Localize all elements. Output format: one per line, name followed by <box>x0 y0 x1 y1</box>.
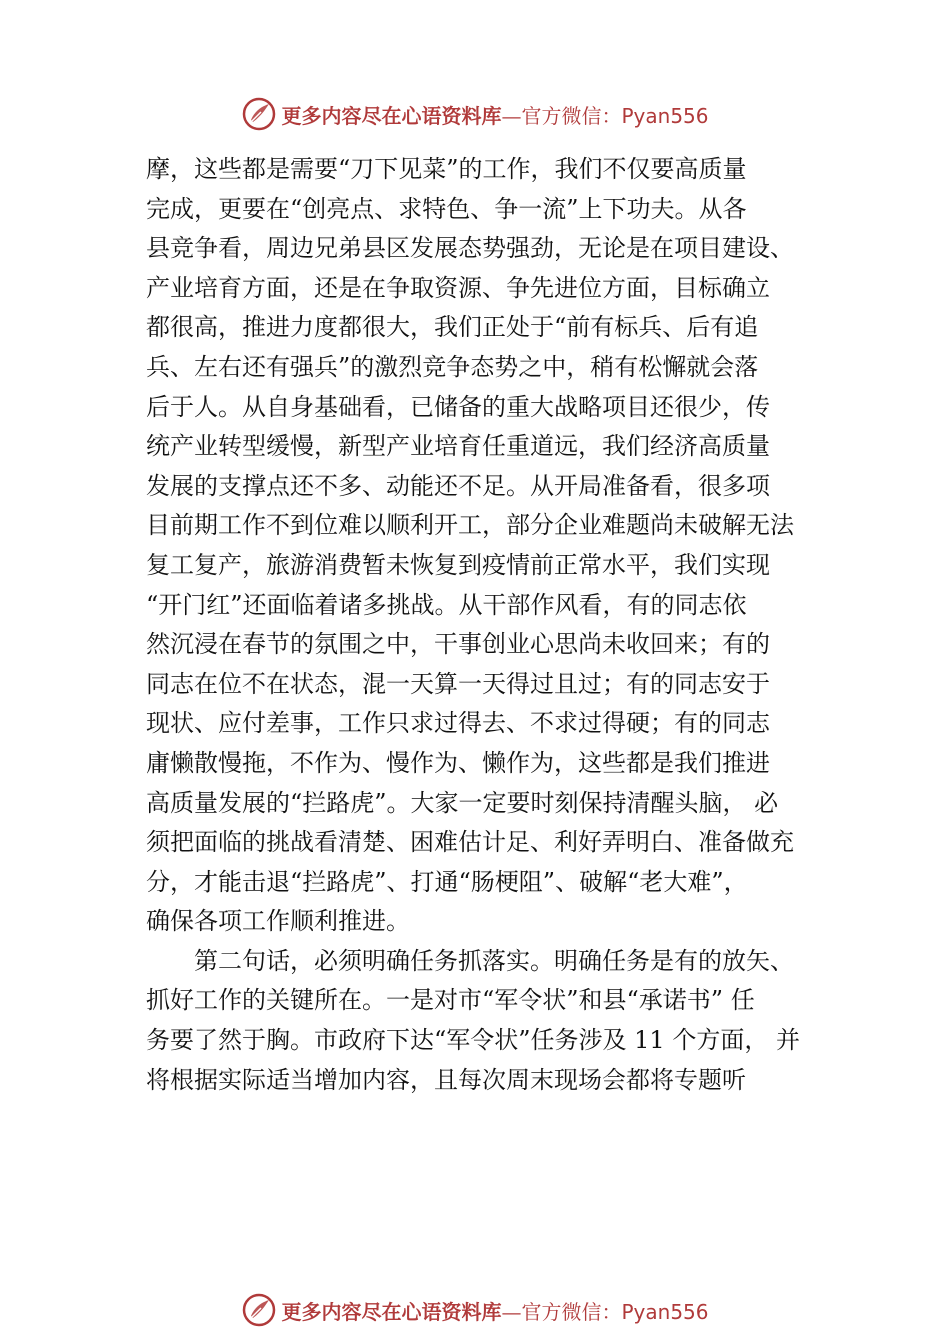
text-line: 抓好工作的关键所在。一是对市“军令状”和县“承诺书” 任 <box>146 986 755 1015</box>
header-brand: 更多内容尽在心语资料库 <box>281 103 502 128</box>
text-line: 后于人。从自身基础看，已储备的重大战略项目还很少，传 <box>146 392 770 421</box>
footer-banner <box>0 1290 950 1330</box>
text-line: 县竞争看，周边兄弟县区发展态势强劲，无论是在项目建设、 <box>146 234 794 263</box>
text-line: 都很高，推进力度都很大，我们正处于“前有标兵、后有追 <box>146 313 759 342</box>
header-banner <box>0 94 950 134</box>
text-line: 然沉浸在春节的氛围之中，干事创业心思尚未收回来；有的 <box>146 630 770 659</box>
header-dash: — <box>501 103 522 128</box>
text-line: 高质量发展的“拦路虎”。大家一定要时刻保持清醒头脑， 必 <box>146 788 779 817</box>
brand-logo-icon <box>241 96 277 132</box>
text-line: 将根据实际适当增加内容，且每次周末现场会都将专题听 <box>146 1065 746 1094</box>
footer-dash: — <box>501 1299 522 1324</box>
text-line: 复工复产，旅游消费暂未恢复到疫情前正常水平，我们实现 <box>146 550 770 579</box>
text-line: 须把面临的挑战看清楚、困难估计足、利好弄明白、准备做充 <box>146 828 794 857</box>
header-wechat-id: Pyan556 <box>621 103 709 128</box>
text-line: 务要了然于胸。市政府下达“军令状”任务涉及 11 个方面， 并 <box>146 1026 800 1055</box>
header-banner-text <box>281 100 708 129</box>
text-line: 庸懒散慢拖，不作为、慢作为、懒作为，这些都是我们推进 <box>146 748 770 777</box>
text-line: 分，才能击退“拦路虎”、打通“肠梗阻”、破解“老大难”， <box>146 867 748 896</box>
footer-brand: 更多内容尽在心语资料库 <box>281 1299 502 1324</box>
text-line: 目前期工作不到位难以顺利开工，部分企业难题尚未破解无法 <box>146 511 794 540</box>
text-line: 现状、应付差事，工作只求过得去、不求过得硬；有的同志 <box>146 709 770 738</box>
footer-wechat-id: Pyan556 <box>621 1299 709 1324</box>
text-line: 兵、左右还有强兵”的激烈竞争态势之中，稍有松懈就会落 <box>146 352 759 381</box>
brand-logo-icon <box>241 1292 277 1328</box>
text-line: 产业培育方面，还是在争取资源、争先进位方面，目标确立 <box>146 273 770 302</box>
text-line: 确保各项工作顺利推进。 <box>146 907 410 936</box>
text-line: 发展的支撑点还不多、动能还不足。从开局准备看，很多项 <box>146 471 770 500</box>
footer-official-label: 官方微信： <box>521 1299 622 1324</box>
text-line: “开门红”还面临着诸多挑战。从干部作风看，有的同志依 <box>146 590 747 619</box>
paragraph-start-line: 第二句话，必须明确任务抓落实。明确任务是有的放矢、 <box>194 946 794 975</box>
footer-banner-text <box>281 1296 708 1325</box>
text-line: 完成，更要在“创亮点、求特色、争一流”上下功夫。从各 <box>146 194 747 223</box>
text-line: 摩，这些都是需要“刀下见菜”的工作，我们不仅要高质量 <box>146 155 747 183</box>
header-official-label: 官方微信： <box>521 103 622 128</box>
text-line: 统产业转型缓慢，新型产业培育任重道远，我们经济高质量 <box>146 432 770 461</box>
document-body <box>146 150 826 1100</box>
text-line: 同志在位不在状态，混一天算一天得过且过；有的同志安于 <box>146 669 770 698</box>
